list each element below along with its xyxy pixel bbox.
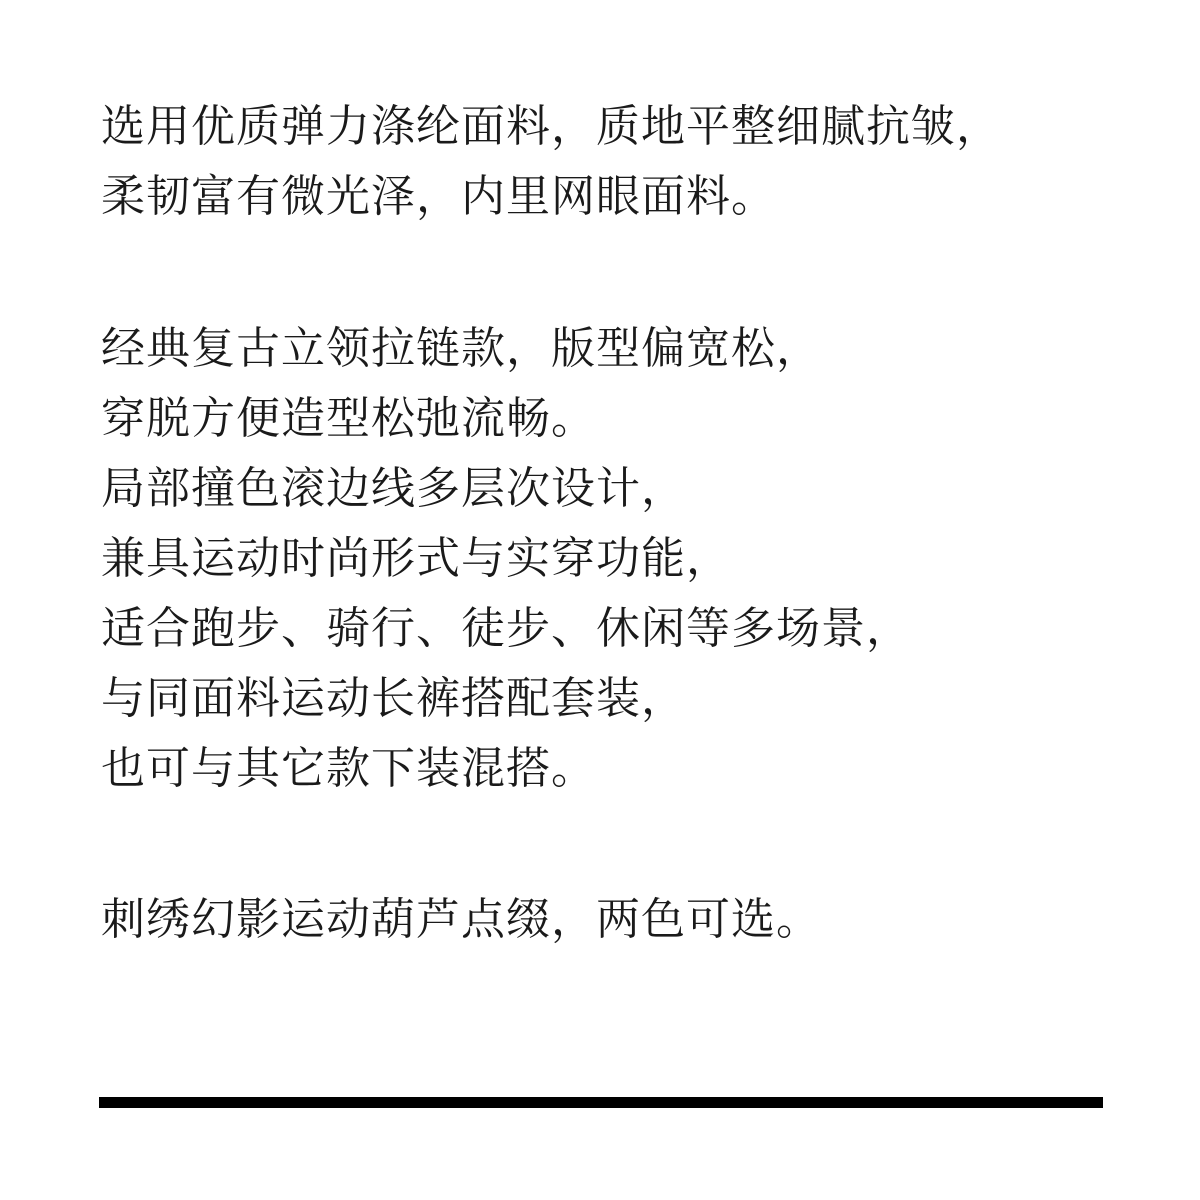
fabric-paragraph [101,92,1101,232]
text-line: 局部撞色滚边线多层次设计， [101,463,686,514]
bottom-divider [99,1097,1103,1108]
text-line: 与同面料运动长裤搭配套装， [101,673,686,724]
text-line: 也可与其它款下装混搭。 [101,743,596,794]
text-line: 穿脱方便造型松弛流畅。 [101,393,596,444]
design-paragraph [101,314,1101,804]
text-line: 刺绣幻影运动葫芦点缀，两色可选。 [101,894,821,945]
text-line: 选用优质弹力涤纶面料，质地平整细腻抗皱， [101,101,1001,152]
text-line: 柔韧富有微光泽，内里网眼面料。 [101,171,776,222]
text-line: 经典复古立领拉链款，版型偏宽松， [101,323,821,374]
text-line: 适合跑步、骑行、徒步、休闲等多场景， [101,603,911,654]
text-line: 兼具运动时尚形式与实穿功能， [101,533,731,584]
embroidery-paragraph [101,885,1101,955]
